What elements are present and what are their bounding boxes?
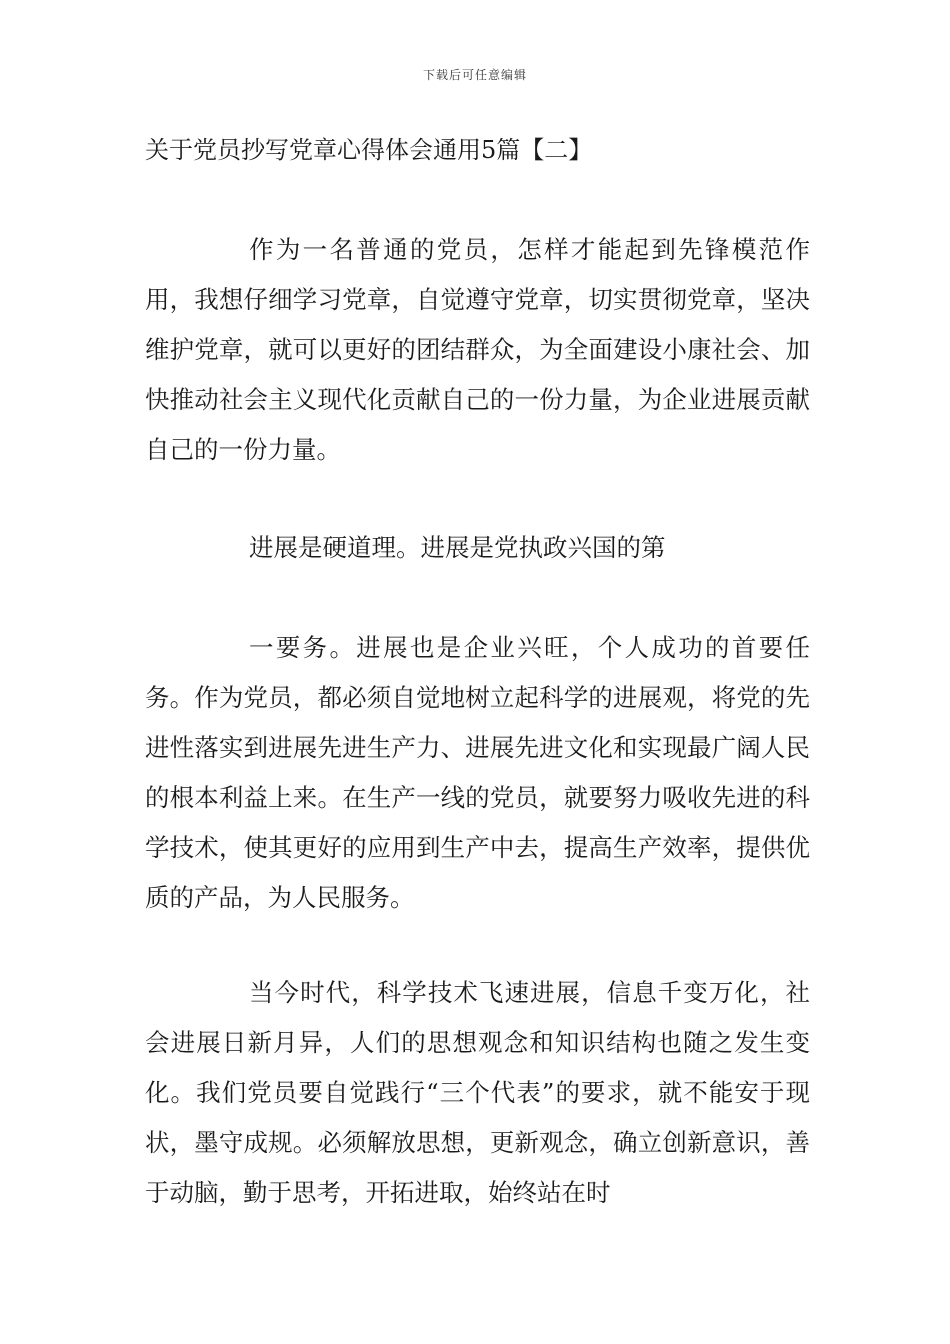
paragraph-4: 当今时代，科学技术飞速进展，信息千变万化，社会进展日新月异，人们的思想观念和知识结构也随之发生变化。我们党员要自觉践行“三个代表”的要求，就不能安于现状，墨守成规。必须解放思想，更新观念，确立创新意识，善于动脑，勤于思考，开拓进取，始终站在时 <box>145 978 810 1207</box>
paragraph-2: 进展是硬道理。进展是党执政兴国的第 <box>249 533 666 562</box>
document-title: 关于党员抄写党章心得体会通用5篇【二】 <box>145 136 593 164</box>
paragraph-1: 作为一名普通的党员，怎样才能起到先锋模范作用，我想仔细学习党章，自觉遵守党章，切实贯彻党章，坚决维护党章，就可以更好的团结群众，为全面建设小康社会、加快推动社会主义现代化贡献自己的一份力量，为企业进展贡献自己的一份力量。 <box>145 235 810 464</box>
paragraph-3: 一要务。进展也是企业兴旺，个人成功的首要任务。作为党员，都必须自觉地树立起科学的进展观，将党的先进性落实到进展先进生产力、进展先进文化和实现最广阔人民的根本利益上来。在生产一线的党员，就要努力吸收先进的科学技术，使其更好的应用到生产中去，提高生产效率，提供优质的产品，为人民服务。 <box>145 633 810 912</box>
header-note: 下载后可任意编辑 <box>422 68 527 82</box>
